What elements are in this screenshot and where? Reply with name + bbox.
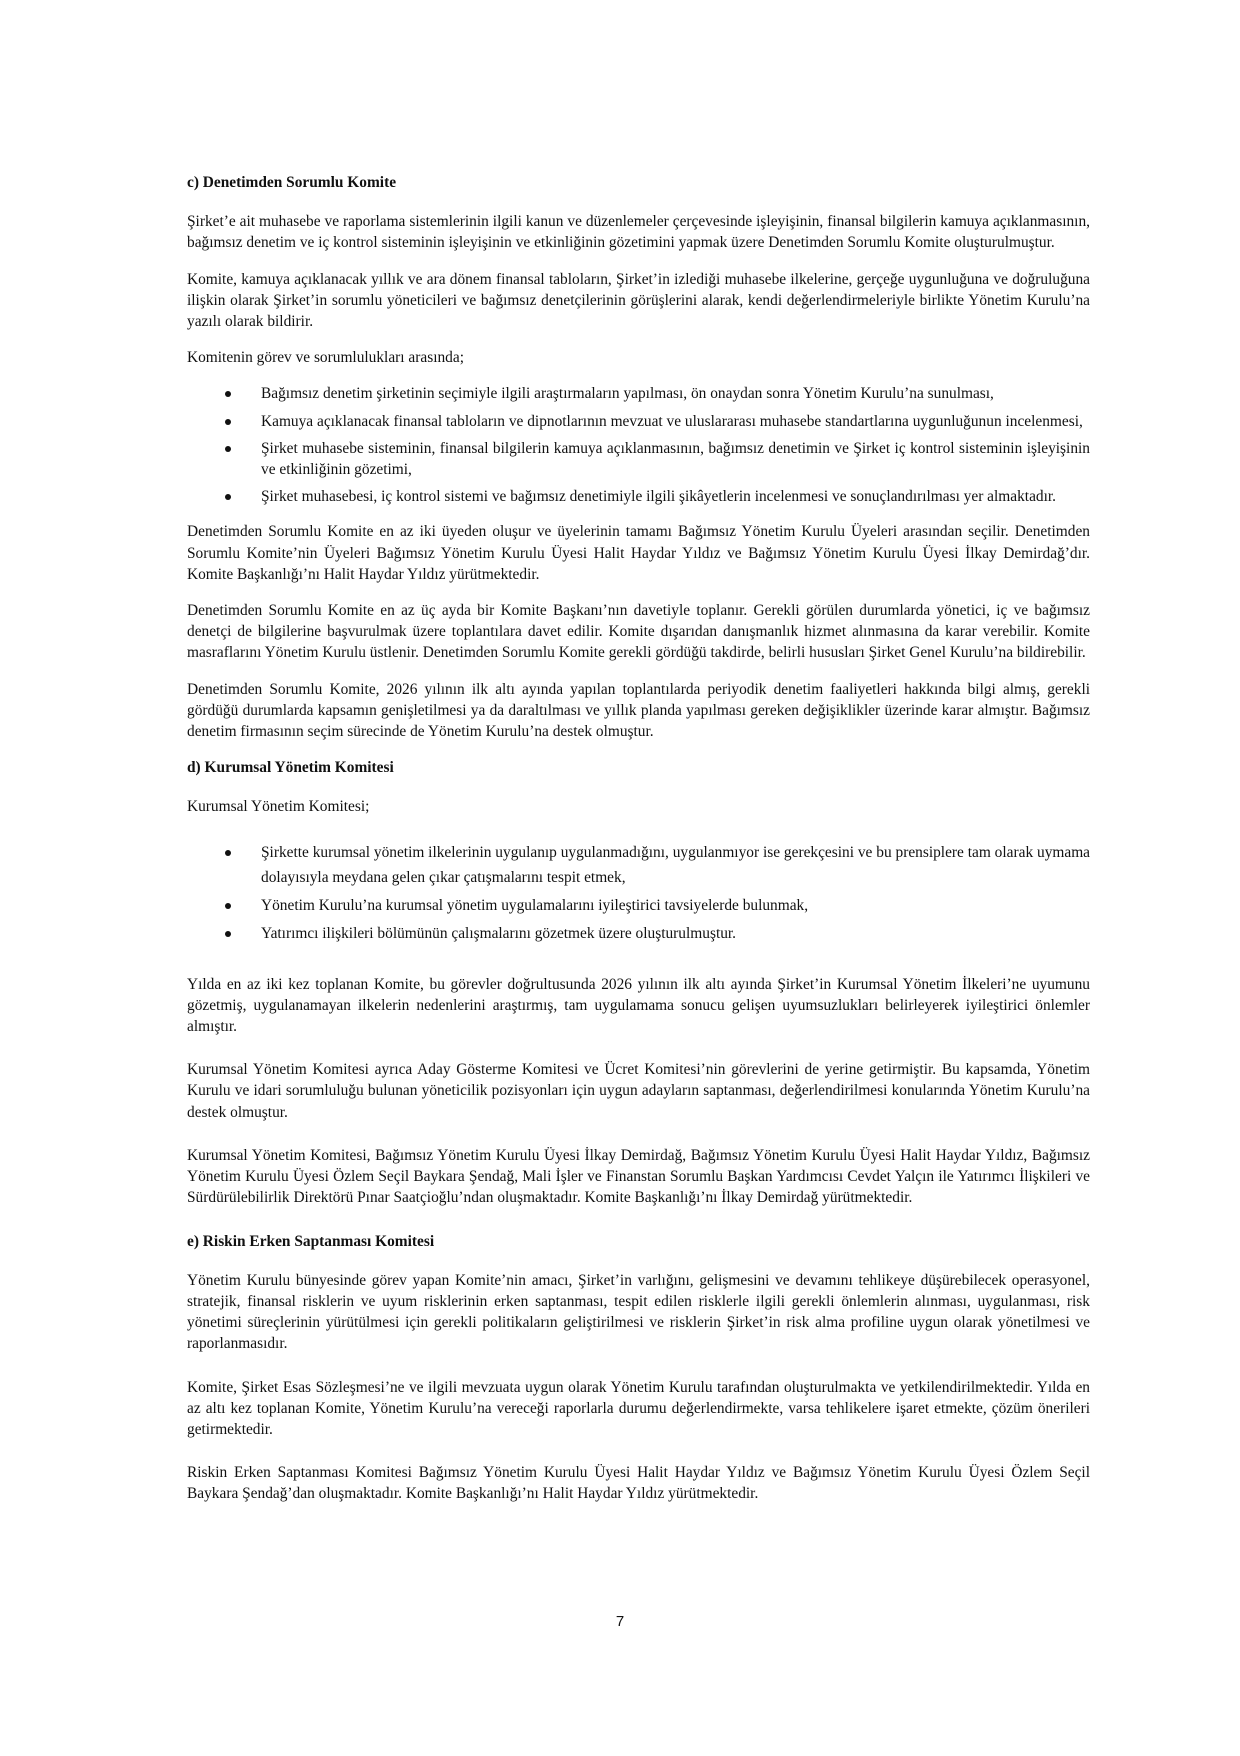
section-heading-corporate-governance-committee: d) Kurumsal Yönetim Komitesi xyxy=(187,759,394,777)
bullet-list xyxy=(187,383,1090,507)
paragraph: Kurumsal Yönetim Komitesi, Bağımsız Yönetim Kurulu Üyesi İlkay Demirdağ, Bağımsız Yönetim Kurulu Üyesi Halit Haydar Yıldız, Bağımsız Yönetim Kurulu Üyesi Özlem Seçil Baykara Şendağ, Mali İşler ve Finanstan Sorumlu Başkan Yardımcısı Cevdet Yalçın ile Yatırımcı İlişkileri ve Sürdürülebilirlik Direktörü Pınar Saatçioğlu’ndan oluşmaktadır. Komite Başkanlığı’nı İlkay Demirdağ yürütmektedir. xyxy=(187,1146,1090,1207)
bullet-list xyxy=(187,840,1090,946)
bullet-item: Yatırımcı ilişkileri bölümünün çalışmalarını gözetmek üzere oluşturulmuştur. xyxy=(187,921,1090,946)
paragraph: Kurumsal Yönetim Komitesi; xyxy=(187,798,370,816)
section-heading-early-risk-detection-committee: e) Riskin Erken Saptanması Komitesi xyxy=(187,1232,435,1250)
bullet-item: Şirket muhasebe sisteminin, finansal bilgilerin kamuya açıklanmasının, bağımsız denetimin ve Şirket iç kontrol sisteminin işleyişinin ve etkinliğinin gözetimi, xyxy=(187,438,1090,480)
bullet-item: Şirkette kurumsal yönetim ilkelerinin uygulanıp uygulanmadığını, uygulanmıyor ise gerekçesini ve bu prensiplere tam olarak uymama dolayısıyla meydana gelen çıkar çatışmalarını tespit etmek, xyxy=(187,840,1090,890)
paragraph: Riskin Erken Saptanması Komitesi Bağımsız Yönetim Kurulu Üyesi Halit Haydar Yıldız ve Bağımsız Yönetim Kurulu Üyesi Özlem Seçil Baykara Şendağ’dan oluşmaktadır. Komite Başkanlığı’nı Halit Haydar Yıldız yürütmektedir. xyxy=(187,1464,1090,1503)
bullet-item: Kamuya açıklanacak finansal tabloların ve dipnotlarının mevzuat ve uluslararası muhasebe standartlarına uygunluğunun incelenmesi, xyxy=(187,411,1090,432)
bullet-item: Yönetim Kurulu’na kurumsal yönetim uygulamalarını iyileştirici tavsiyelerde bulunmak, xyxy=(187,893,1090,918)
page-number: 7 xyxy=(615,1613,625,1630)
paragraph: Yönetim Kurulu bünyesinde görev yapan Komite’nin amacı, Şirket’in varlığını, gelişmesini ve devamını tehlikeye düşürebilecek operasyonel, stratejik, finansal risklerin ve uyum risklerinin erken saptanması, tespit edilen risklerle ilgili gerekli önlemlerin alınması, uygulanması, risk yönetimi süreçlerinin yürütülmesi için gerekli politikaların geliştirilmesi ve risklerin Şirket’in risk alma profiline uygun olarak yönetilmesi ve raporlanmasıdır. xyxy=(187,1271,1090,1353)
document-page xyxy=(187,172,1090,1520)
section-heading-audit-committee: c) Denetimden Sorumlu Komite xyxy=(187,174,397,191)
bullet-item: Bağımsız denetim şirketinin seçimiyle ilgili araştırmaların yapılması, ön onaydan sonra Yönetim Kurulu’na sunulması, xyxy=(187,383,1090,404)
paragraph: Komitenin görev ve sorumlulukları arasında; xyxy=(187,349,464,367)
paragraph: Denetimden Sorumlu Komite en az iki üyeden oluşur ve üyelerinin tamamı Bağımsız Yönetim Kurulu Üyeleri arasından seçilir. Denetimden Sorumlu Komite’nin Üyeleri Bağımsız Yönetim Kurulu Üyesi Halit Haydar Yıldız ve Bağımsız Yönetim Kurulu Üyesi İlkay Demirdağ’dır. Komite Başkanlığı’nı Halit Haydar Yıldız yürütmektedir. xyxy=(187,523,1090,583)
bullet-item: Şirket muhasebesi, iç kontrol sistemi ve bağımsız denetimiyle ilgili şikâyetlerin incelenmesi ve sonuçlandırılması yer almaktadır. xyxy=(187,486,1090,507)
paragraph: Kurumsal Yönetim Komitesi ayrıca Aday Gösterme Komitesi ve Ücret Komitesi’nin görevlerini de yerine getirmiştir. Bu kapsamda, Yönetim Kurulu ve idari sorumluluğu bulunan yöneticilik pozisyonları için uygun adayların saptanması, değerlendirilmesi konularında Yönetim Kurulu’na destek olmuştur. xyxy=(187,1061,1090,1121)
paragraph: Denetimden Sorumlu Komite en az üç ayda bir Komite Başkanı’nın davetiyle toplanır. Gerekli görülen durumlarda yönetici, iç ve bağımsız denetçi de bilgilerine başvurulmak üzere toplantılara davet edilir. Komite dışarıdan danışmanlık hizmet alınmasına da karar verebilir. Komite masraflarını Yönetim Kurulu üstlenir. Denetimden Sorumlu Komite gerekli gördüğü takdirde, belirli hususları Şirket Genel Kurulu’na bildirebilir. xyxy=(187,602,1090,662)
paragraph: Komite, kamuya açıklanacak yıllık ve ara dönem finansal tabloların, Şirket’in izlediği muhasebe ilkelerine, gerçeğe uygunluğuna ve doğruluğuna ilişkin olarak Şirket’in sorumlu yöneticileri ve bağımsız denetçilerinin görüşlerini alarak, kendi değerlendirmeleriyle birlikte Yönetim Kurulu’na yazılı olarak bildirir. xyxy=(187,270,1090,331)
paragraph: Denetimden Sorumlu Komite, 2026 yılının ilk altı ayında yapılan toplantılarda periyodik denetim faaliyetleri hakkında bilgi almış, gerekli gördüğü durumlarda kapsamın genişletilmesi ya da daraltılması ve yıllık planda yapılması gereken değişiklikler üzerinde karar almıştır. Bağımsız denetim firmasının seçim sürecinde de Yönetim Kurulu’na destek olmuştur. xyxy=(187,680,1090,741)
paragraph: Komite, Şirket Esas Sözleşmesi’ne ve ilgili mevzuata uygun olarak Yönetim Kurulu tarafından oluşturulmakta ve yetkilendirilmektedir. Yılda en az altı kez toplanan Komite, Yönetim Kurulu’na vereceği raporlarla durumu değerlendirmekte, varsa tehlikelere işaret etmekte, çözüm önerileri getirmektedir. xyxy=(187,1378,1090,1438)
paragraph: Şirket’e ait muhasebe ve raporlama sistemlerinin ilgili kanun ve düzenlemeler çerçevesinde işleyişinin, finansal bilgilerin kamuya açıklanmasının, bağımsız denetim ve iç kontrol sisteminin işleyişinin ve etkinliğinin gözetimini yapmak üzere Denetimden Sorumlu Komite oluşturulmuştur. xyxy=(187,213,1090,252)
paragraph: Yılda en az iki kez toplanan Komite, bu görevler doğrultusunda 2026 yılının ilk altı ayında Şirket’in Kurumsal Yönetim İlkeleri’ne uyumunu gözetmiş, uygulanamayan ilkelerin nedenlerini araştırmış, tam uygulamama sonucu gelişen uyumsuzlukları belirleyerek iyileştirici önlemler almıştır. xyxy=(187,975,1090,1036)
